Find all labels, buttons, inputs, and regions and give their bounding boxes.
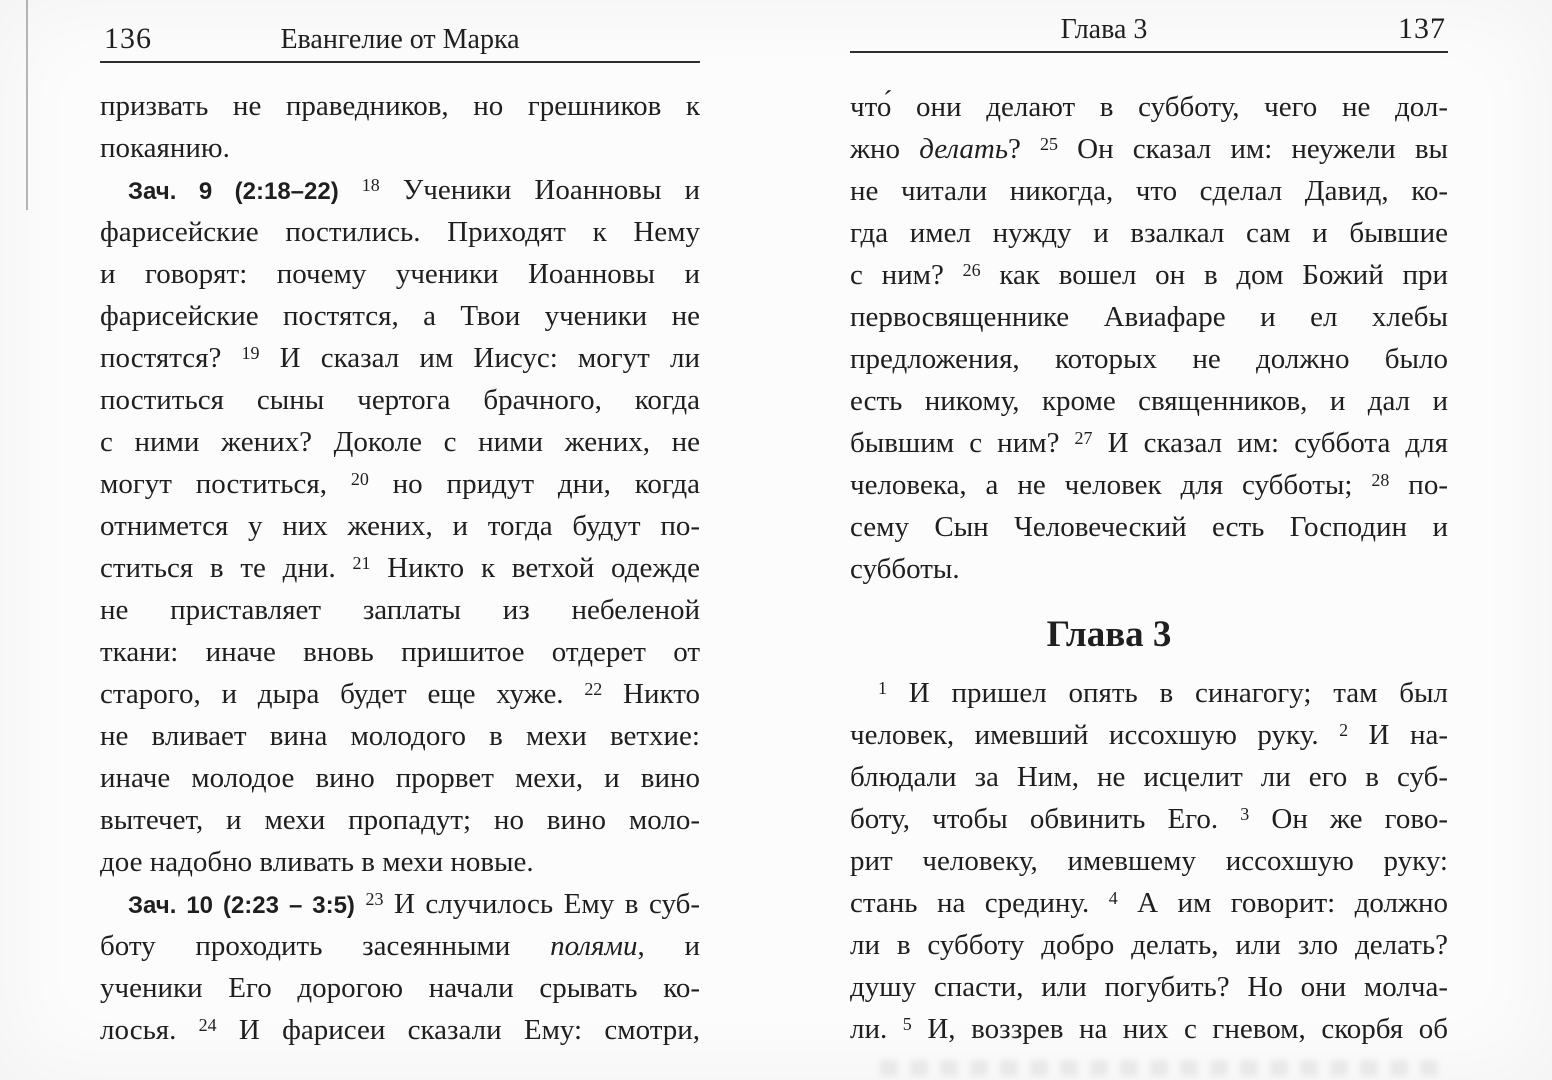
- text-line: бывшим с ним? $^{27}$ И сказал им: суббота для: [850, 427, 1448, 459]
- text-line: блюдали за Ним, не исцелит ли его в суб-: [850, 761, 1448, 793]
- page-number-left: 136: [104, 22, 152, 55]
- text-line: иначе молодое вино прорвет мехи, и вино: [100, 762, 700, 794]
- text-line: покаянию.: [100, 132, 230, 164]
- page-left-header: [100, 0, 700, 63]
- text-line: душу спасти, или погубить? Но они молча-: [850, 971, 1448, 1003]
- page-left-body: [100, 85, 700, 1051]
- text-line: ли в субботу добро делать, или зло делать?: [850, 929, 1448, 961]
- chapter-heading: Глава 3: [1046, 614, 1172, 655]
- text-line: поститься сыны чертога брачного, когда: [100, 384, 700, 416]
- page-right-header: [850, 0, 1448, 53]
- text-line: отнимется у них жених, и тогда будут по-: [100, 510, 700, 542]
- text-line: жно делать? $^{25}$ Он сказал им: неужели вы: [850, 133, 1448, 165]
- text-line: боту проходить засеянными полями, и: [100, 930, 700, 962]
- text-line: боту, чтобы обвинить Его. $^3$ Он же гово-: [850, 803, 1448, 835]
- text-line: ученики Его дорогою начали срывать ко-: [100, 972, 700, 1004]
- text-line: рит человеку, имевшему иссохшую руку:: [850, 845, 1448, 877]
- text-line: могут поститься, $^{20}$ но придут дни, когда: [100, 468, 700, 500]
- text-line: Зач. 9 (2:18–22) $^{18}$ Ученики Иоанновы и: [128, 174, 700, 206]
- text-line: человек, имевший иссохшую руку. $^2$ И на-: [850, 719, 1448, 751]
- page-right: [850, 0, 1448, 1050]
- text-line: гда имел нужду и взалкал сам и бывшие: [850, 217, 1448, 249]
- text-line: фарисейские постились. Приходят к Нему: [100, 216, 700, 248]
- text-line: не вливает вина молодого в мехи ветхие:: [100, 720, 700, 752]
- page-right-body-bottom: [850, 672, 1448, 1050]
- text-line: человека, а не человек для субботы; $^{28}$ по-: [850, 469, 1448, 501]
- text-line: что́ они делают в субботу, чего не дол-: [850, 91, 1448, 123]
- text-line: с ним? $^{26}$ как вошел он в дом Божий при: [850, 259, 1448, 291]
- scan-edge-artifact: [26, 0, 28, 210]
- text-line: сему Сын Человеческий есть Господин и: [850, 511, 1448, 543]
- text-line: $^1$ И пришел опять в синагогу; там был: [878, 677, 1448, 709]
- text-line: лосья. $^{24}$ И фарисеи сказали Ему: смотри,: [100, 1014, 700, 1046]
- text-line: предложения, которых не должно было: [850, 343, 1448, 375]
- page-right-body-top: [850, 86, 1448, 590]
- text-line: с ними жених? Доколе с ними жених, не: [100, 426, 700, 458]
- text-line: не приставляет заплаты из небеленой: [100, 594, 700, 626]
- running-head-right: Глава 3: [1060, 14, 1148, 45]
- text-line: первосвященнике Авиафаре и ел хлебы: [850, 301, 1448, 333]
- text-line: постятся? $^{19}$ И сказал им Иисус: могут ли: [100, 342, 700, 374]
- text-line: призвать не праведников, но грешников к: [100, 90, 700, 122]
- text-line: Зач. 10 (2:23 – 3:5) $^{23}$ И случилось Ему в суб-: [128, 888, 700, 920]
- text-line: вытечет, и мехи пропадут; но вино моло-: [100, 804, 700, 836]
- text-line: не читали никогда, что сделал Давид, ко-: [850, 175, 1448, 207]
- text-line: есть никому, кроме священников, и дал и: [850, 385, 1448, 417]
- text-line: субботы.: [850, 553, 960, 585]
- text-line: и говорят: почему ученики Иоанновы и: [100, 258, 700, 290]
- page-number-right: 137: [1398, 12, 1446, 45]
- text-line: ли. $^5$ И, воззрев на них с гневом, скорбя об: [850, 1013, 1448, 1045]
- text-line: дое надобно вливать в мехи новые.: [100, 846, 534, 878]
- text-line: старого, и дыра будет еще хуже. $^{22}$ Никто: [100, 678, 700, 710]
- text-line: ститься в те дни. $^{21}$ Никто к ветхой одежде: [100, 552, 700, 584]
- running-head-left: Евангелие от Марка: [280, 24, 520, 55]
- text-line: стань на средину. $^4$ А им говорит: должно: [850, 887, 1448, 919]
- text-line: ткани: иначе вновь пришитое отдерет от: [100, 636, 700, 668]
- page-showthrough-artifact: [880, 1060, 1440, 1076]
- page-left: [100, 0, 700, 1051]
- text-line: фарисейские постятся, а Твои ученики не: [100, 300, 700, 332]
